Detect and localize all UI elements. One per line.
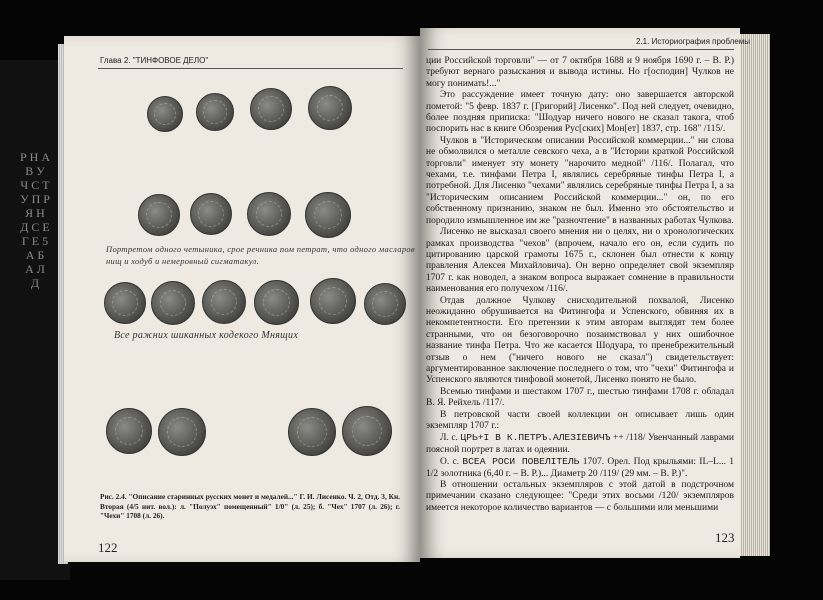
coin-image (342, 406, 392, 456)
legend-description: 1707. Орел. Под крыльями: IL–L... 1 1/2 золотника (6,40 г. – В. Р.)... Диаметр 20 /119/ (29 мм. – В. Р.)". (426, 457, 734, 479)
coin-image (202, 280, 246, 324)
right-page-number: 123 (715, 530, 735, 545)
coin-image (106, 408, 152, 454)
coin-image (104, 282, 146, 324)
coin-image (305, 192, 351, 238)
handwritten-note: нищ и ходуб и немеровный сигматакул. (106, 256, 259, 266)
right-page-edges (740, 34, 770, 556)
paragraph: Лисенко не высказал своего мнения ни о целях, ни о хронологических рамках производства "чехов" (впрочем, начало его он, если судить по цитированию царской грамоты 1675 г., склонен был отнести к концу правления Алексея Михайловича). Он верно определяет свой экземпляр 1707 г. как новодел, а знаком вопроса выражает сомнение в правильности наименования его получехом /116/. (426, 227, 734, 295)
legend-inscription: ЦРЬ+I В К.ПЕТРЪ.АЛЕЗIЕВИЧЪ (460, 432, 611, 444)
legend-prefix: Л. с. (440, 433, 458, 444)
paragraph: Всемью тинфами и шестаком 1707 г., шестью тинфами 1708 г. обладал В. Я. Рейхель /117/. (426, 386, 734, 409)
legend-inscription: ВСЕА РОСИ ПОВЕЛIТЕЛЬ (462, 456, 580, 468)
left-running-head: Глава 2. "ТИНФОВОЕ ДЕЛО" (100, 56, 209, 65)
coin-image (364, 283, 406, 325)
handwritten-note: Портретом одного четыника, срое речника пом петрат, что одного масларов (106, 244, 415, 254)
paragraph: Чулков в "Историческом описании Российской коммерции..." ни слова не обмолвился о металле севского чеха, а в "Истории краткой Российской торговли" именует эту монету "нарочито медной" /116/. Полагал, что чехами, т.е. тинфами Петра I, являлись серебряные тинфы Петра I, а потребной. Для Лисенко "чехами" являлись серебряные тинфы Петра I, а за "Историческим описанием Российской коммерции..." он, по его собственному признанию, знаком не был. Именно это обстоятельство и породило измышленное им же "разночтение" в названных работах Чулкова. (426, 135, 734, 226)
left-head-rule (98, 68, 403, 69)
paragraph: Это рассуждение имеет точную дату: оно завершается авторской пометой: "5 февр. 1837 г. [Григорий] Лисенко". Под ней следует, очевидно, более поздняя приписка: "Шодуар ничего нового не сказал такога, чтоб поспорить нас в книге Обозрения Рус[ских] Мон[ет] 1837, стр. 168" /115/. (426, 90, 734, 135)
coin-image (147, 96, 183, 132)
coin-image (308, 86, 352, 130)
coin-image (196, 93, 234, 131)
paragraph: ции Российской торговли" — от 7 октября 1688 и 9 ноября 1690 г. – В. Р.) требуют вернаго разыскания и вывода истины. Но г[осподин] Чулков не могу понимать!..." (426, 56, 734, 89)
handwritten-note: Все ражних шиканных кодекого Мнящих (114, 330, 299, 341)
coin-image (254, 280, 299, 325)
right-running-head: 2.1. Историография проблемы (636, 37, 750, 46)
figure-caption: Рис. 2.4. "Описание старинных русских монет и медалей..." Г. И. Лисенко. Ч. 2, Отд. 3, Кн. Вторая (4/5 нит. вол.): л. "Полуэх" помещенный" 1/0" (л. 25); б. "Чех" 1707 (л. 26); г. "Чехи" 1708 (л. 26). (100, 492, 400, 520)
paragraph: В отношении остальных экземпляров с этой датой в подстрочном примечании сказано следующее: "Среди этих восьми /120/ экземпляров имеется некоторое количество вариантов — с большими или меньшими (426, 480, 734, 513)
coin-image (310, 278, 356, 324)
coin-image (288, 408, 336, 456)
coin-legend-obverse (426, 432, 734, 456)
coin-image (247, 192, 291, 236)
paragraph: В петровской части своей коллекции он описывает лишь один экземпляр 1707 г.: (426, 409, 734, 431)
legend-description: ++ /118/ Увенчанный лаврами поясной портрет в латах и одеянии. (426, 433, 734, 455)
coin-image (151, 281, 195, 325)
coin-image (250, 88, 292, 130)
left-page-number: 122 (98, 540, 118, 555)
coin-legend-reverse (426, 456, 734, 480)
coin-image (158, 408, 206, 456)
body-text (426, 56, 734, 514)
paragraph: Отдав должное Чулкову снисходительной похвалой, Лисенко неожиданно обрушивается на Фитингофа и Успенского, обвиняя их в некомпетентности. Его претензии к этим авторам выглядят тем более странными, что он безоговорочно позаимствовал у них ошибочное название тинфа Петра. Что же касается Шодуара, то пренебрежительный отзыв о нем ("ничего нового не сказал") свидетельствует: аргументированное заключение последнего о том, что "чехи" Фитингофа и Успенского являются тинфовой монетой, Лисенко понято не было. (426, 295, 734, 386)
legend-prefix: О. с. (440, 457, 460, 468)
coin-image (138, 194, 180, 236)
coin-image (190, 193, 232, 235)
right-head-rule (428, 49, 734, 50)
spine-lettering: Р Н А В У Ч С Т У П Р Я Н Д С Е Г Е 5 А Б А Л Д (20, 150, 51, 290)
